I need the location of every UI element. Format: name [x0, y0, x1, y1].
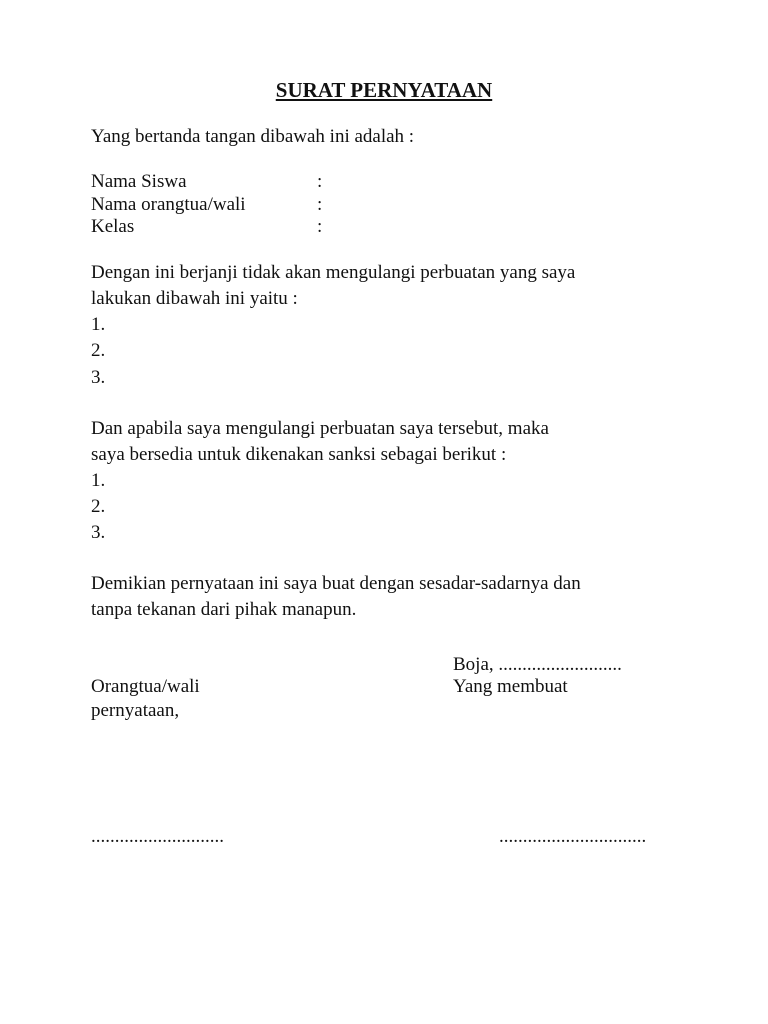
field-label-nama-orangtua: Nama orangtua/wali: [91, 194, 246, 215]
signature-left-label: Orangtua/wali: [91, 676, 200, 697]
signature-right-label: Yang membuat: [453, 676, 568, 697]
signature-place-date: Boja, ..........................: [453, 654, 622, 675]
sanction-line-2: saya bersedia untuk dikenakan sanksi sebagai berikut :: [91, 444, 507, 465]
document-title: SURAT PERNYATAAN: [275, 78, 493, 102]
promise-item-2: 2.: [91, 340, 106, 361]
closing-line-1: Demikian pernyataan ini saya buat dengan sesadar-sadarnya dan: [91, 573, 581, 594]
closing-line-2: tanpa tekanan dari pihak manapun.: [91, 599, 357, 620]
sanction-item-2: 2.: [91, 496, 106, 517]
sanction-item-1: 1.: [91, 470, 106, 491]
promise-item-1: 1.: [91, 314, 106, 335]
field-label-kelas: Kelas: [91, 216, 135, 237]
signature-line-right: ...............................: [499, 826, 647, 847]
field-colon-kelas: :: [317, 216, 323, 237]
promise-line-2: lakukan dibawah ini yaitu :: [91, 288, 298, 309]
intro-text: Yang bertanda tangan dibawah ini adalah :: [91, 126, 415, 147]
sanction-item-3: 3.: [91, 522, 106, 543]
signature-left-label-continued: pernyataan,: [91, 700, 180, 721]
sanction-line-1: Dan apabila saya mengulangi perbuatan saya tersebut, maka: [91, 418, 549, 439]
promise-line-1: Dengan ini berjanji tidak akan mengulangi perbuatan yang saya: [91, 262, 576, 283]
field-colon-nama-orangtua: :: [317, 194, 323, 215]
signature-line-left: ............................: [91, 826, 224, 847]
field-colon-nama-siswa: :: [317, 171, 323, 192]
promise-item-3: 3.: [91, 367, 106, 388]
field-label-nama-siswa: Nama Siswa: [91, 171, 187, 192]
